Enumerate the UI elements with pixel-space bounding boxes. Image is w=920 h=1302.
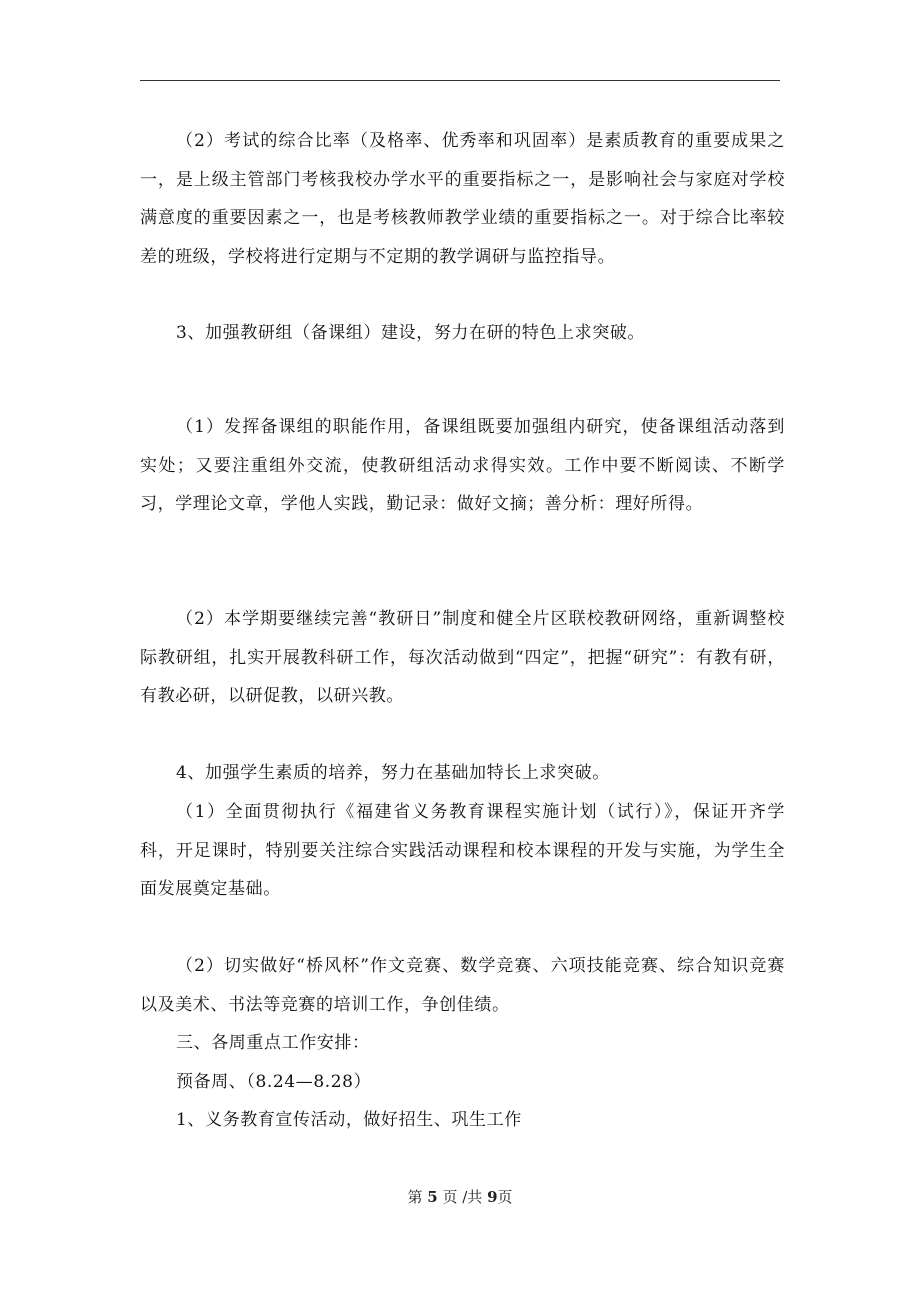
week-heading: 预备周、（8.24—8.28） <box>176 1072 372 1092</box>
paragraph-4: （2）本学期要继续完善“教研日”制度和健全片区联校教研网络，重新调整校际教研组，扎实开展教科研工作，每次活动做到“四定”，把握“研究”：有教有研，有教必研，以研促教，以研兴教。 <box>140 609 785 706</box>
paragraph-2-heading: 3、加强教研组（备课组）建设，努力在研的特色上求突破。 <box>176 323 646 343</box>
footer-prefix: 第 <box>407 1188 423 1206</box>
section-heading: 三、各周重点工作安排： <box>176 1033 370 1053</box>
paragraph-7: （2）切实做好“桥风杯”作文竞赛、数学竞赛、六项技能竞赛、综合知识竞赛以及美术、书法等竞赛的培训工作，争创佳绩。 <box>140 956 785 1015</box>
footer-middle: 页 /共 <box>442 1188 483 1206</box>
footer-suffix: 页 <box>497 1188 513 1206</box>
paragraph-3: （1）发挥备课组的职能作用，备课组既要加强组内研究，使备课组活动落到实处；又要注重组外交流，使教研组活动求得实效。工作中要不断阅读、不断学习，学理论文章，学他人实践，勤记录：做好文摘；善分析：理好所得。 <box>140 417 785 514</box>
footer-page-number: 5 <box>427 1188 438 1206</box>
footer-total-pages: 9 <box>487 1188 498 1206</box>
paragraph-1: （2）考试的综合比率（及格率、优秀率和巩固率）是素质教育的重要成果之一，是上级主管部门考核我校办学水平的重要指标之一，是影响社会与家庭对学校满意度的重要因素之一，也是考核教师教学业绩的重要指标之一。对于综合比率较差的班级，学校将进行定期与不定期的教学调研与监控指导。 <box>140 131 785 267</box>
header-rule <box>140 80 780 81</box>
paragraph-5-heading: 4、加强学生素质的培养，努力在基础加特长上求突破。 <box>176 763 610 783</box>
page-footer <box>0 1186 920 1207</box>
paragraph-6: （1）全面贯彻执行《福建省义务教育课程实施计划（试行）》，保证开齐学科，开足课时，特别要关注综合实践活动课程和校本课程的开发与实施，为学生全面发展奠定基础。 <box>140 802 785 899</box>
paragraph-last: 1、义务教育宣传活动，做好招生、巩生工作 <box>176 1110 522 1130</box>
